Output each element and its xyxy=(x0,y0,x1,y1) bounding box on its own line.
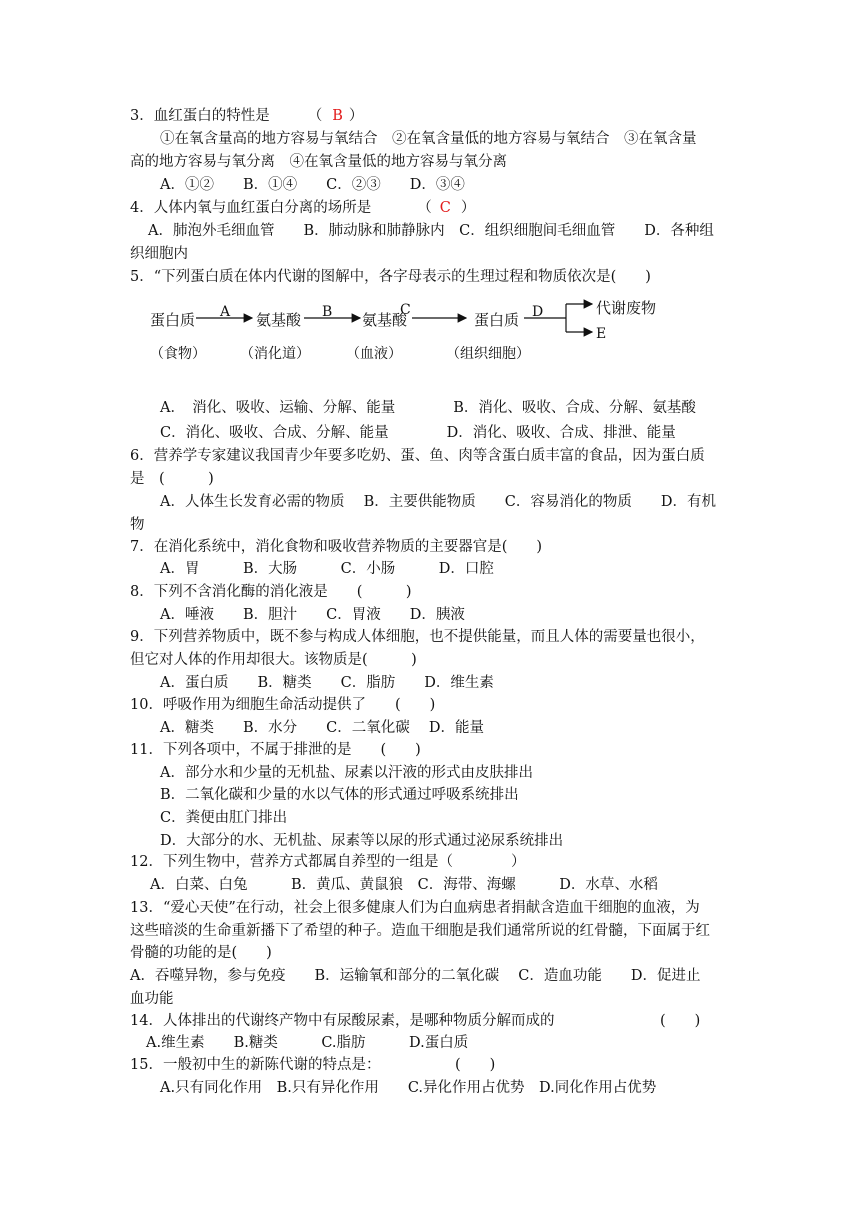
q4-options-line1: A．肺泡外毛细血管 B．肺动脉和肺静脉内 C．组织细胞间毛细血管 D．各种组 xyxy=(148,223,714,239)
node-protein-food: 蛋白质 xyxy=(150,311,196,329)
q13-stem-line3: 骨髓的功能的是( ) xyxy=(130,945,272,961)
q3-paren-open: （ xyxy=(307,108,323,124)
q5-options-line1: A． 消化、吸收、运输、分解、能量 B．消化、吸收、合成、分解、氨基酸 xyxy=(160,400,696,416)
q3-statement-line1: ①在氧含量高的地方容易与氧结合 ②在氧含量低的地方容易与氧结合 ③在氧含量 xyxy=(160,131,697,147)
q10-options: A．糖类 B．水分 C．二氧化碳 D．能量 xyxy=(160,720,484,736)
q8-stem: 8．下列不含消化酶的消化液是 ( ) xyxy=(130,584,412,600)
caption-blood: （血液） xyxy=(346,346,402,362)
q13-stem-line2: 这些暗淡的生命重新播下了希望的种子。造血干细胞是我们通常所说的红骨髓，下面属于红 xyxy=(130,923,710,939)
q3-options: A．①② B．①④ C．②③ D．③④ xyxy=(160,177,465,193)
q11-option-b: B．二氧化碳和少量的水以气体的形式通过呼吸系统排出 xyxy=(160,787,519,803)
label-a: A xyxy=(220,304,231,320)
node-protein-tissue: 蛋白质 xyxy=(474,311,520,329)
q13-stem-line1: 13．“爱心天使”在行动，社会上很多健康人们为白血病患者捐献含造血干细胞的血液，为 xyxy=(130,900,700,916)
q3-answer: B xyxy=(332,108,343,124)
q4-options-line2: 织细胞内 xyxy=(130,246,188,262)
node-amino-acid-blood: 氨基酸 xyxy=(362,311,408,329)
label-b: B xyxy=(322,304,333,320)
q15-stem: 15．一般初中生的新陈代谢的特点是： xyxy=(130,1057,381,1073)
q14-stem: 14．人体排出的代谢终产物中有尿酸尿素，是哪种物质分解而成的 xyxy=(130,1013,555,1029)
q5-options-line2: C．消化、吸收、合成、分解、能量 D．消化、吸收、合成、排泄、能量 xyxy=(160,425,676,441)
q7-stem: 7．在消化系统中，消化食物和吸收营养物质的主要器官是( ) xyxy=(130,539,543,555)
q4-stem: 4．人体内氧与血红蛋白分离的场所是 xyxy=(130,200,372,216)
q9-options: A．蛋白质 B．糖类 C．脂肪 D．维生素 xyxy=(160,675,494,691)
q4-answer: C xyxy=(439,200,451,216)
q3-stem: 3．血红蛋白的特性是 xyxy=(130,108,270,124)
label-d: D xyxy=(532,304,544,320)
q3-stem-line xyxy=(130,106,363,126)
q5-stem: 5．“下列蛋白质在体内代谢的图解中，各字母表示的生理过程和物质依次是( ) xyxy=(130,269,651,285)
q6-stem-line1: 6．营养学专家建议我国青少年要多吃奶、蛋、鱼、肉等含蛋白质丰富的食品，因为蛋白质 xyxy=(130,448,705,464)
q14-options: A.维生素 B.糖类 C.脂肪 D.蛋白质 xyxy=(146,1035,469,1051)
q7-options: A．胃 B．大肠 C．小肠 D．口腔 xyxy=(160,561,494,577)
label-c: C xyxy=(400,302,411,318)
metabolism-flow-diagram xyxy=(140,296,700,376)
q6-options-line1: A．人体生长发育必需的物质 B．主要供能物质 C．容易消化的物质 D．有机 xyxy=(160,494,716,510)
node-amino-acid-gut: 氨基酸 xyxy=(256,311,302,329)
q11-option-c: C．粪便由肛门排出 xyxy=(160,810,288,826)
q10-stem: 10．呼吸作用为细胞生命活动提供了 ( ) xyxy=(130,697,436,713)
q12-options: A．白菜、白兔 B．黄瓜、黄鼠狼 C．海带、海螺 D．水草、水稻 xyxy=(150,877,658,893)
caption-tissue-cells: （组织细胞） xyxy=(446,346,530,362)
q6-stem-line2: 是 ( ) xyxy=(130,471,214,487)
q3-statement-line2: 高的地方容易与氧分离 ④在氧含量低的地方容易与氧分离 xyxy=(130,154,507,170)
q11-stem: 11．下列各项中，不属于排泄的是 ( ) xyxy=(130,742,421,758)
q13-options-line1: A．吞噬异物，参与免疫 B．运输氧和部分的二氧化碳 C．造血功能 D．促进止 xyxy=(130,968,701,984)
q12-stem: 12．下列生物中，营养方式都属自养型的一组是（ ） xyxy=(130,854,526,870)
q14-paren: ( ) xyxy=(660,1013,701,1029)
q15-options: A.只有同化作用 B.只有异化作用 C.异化作用占优势 D.同化作用占优势 xyxy=(160,1080,657,1096)
q11-option-a: A．部分水和少量的无机盐、尿素以汗液的形式由皮肤排出 xyxy=(160,765,533,781)
caption-food: （食物） xyxy=(150,346,206,362)
q11-option-d: D．大部分的水、无机盐、尿素等以尿的形式通过泌尿系统排出 xyxy=(160,833,564,849)
q13-options-line2: 血功能 xyxy=(130,991,174,1007)
q4-stem-line xyxy=(130,198,475,218)
label-e: E xyxy=(596,326,607,342)
q3-paren-close: ） xyxy=(348,108,364,124)
q8-options: A．唾液 B．胆汁 C．胃液 D．胰液 xyxy=(160,607,465,623)
q4-paren-close: ） xyxy=(460,200,476,216)
q15-paren: ( ) xyxy=(455,1057,496,1073)
q9-stem-line2: 但它对人体的作用却很大。该物质是( ) xyxy=(130,652,417,668)
q4-paren-open: （ xyxy=(417,200,432,216)
q6-options-line2: 物 xyxy=(130,517,145,533)
q9-stem-line1: 9．下列营养物质中，既不参与构成人体细胞，也不提供能量，而且人体的需要量也很小， xyxy=(130,629,705,645)
caption-digestive-tract: （消化道） xyxy=(240,346,310,362)
node-metabolic-waste: 代谢废物 xyxy=(596,299,657,317)
